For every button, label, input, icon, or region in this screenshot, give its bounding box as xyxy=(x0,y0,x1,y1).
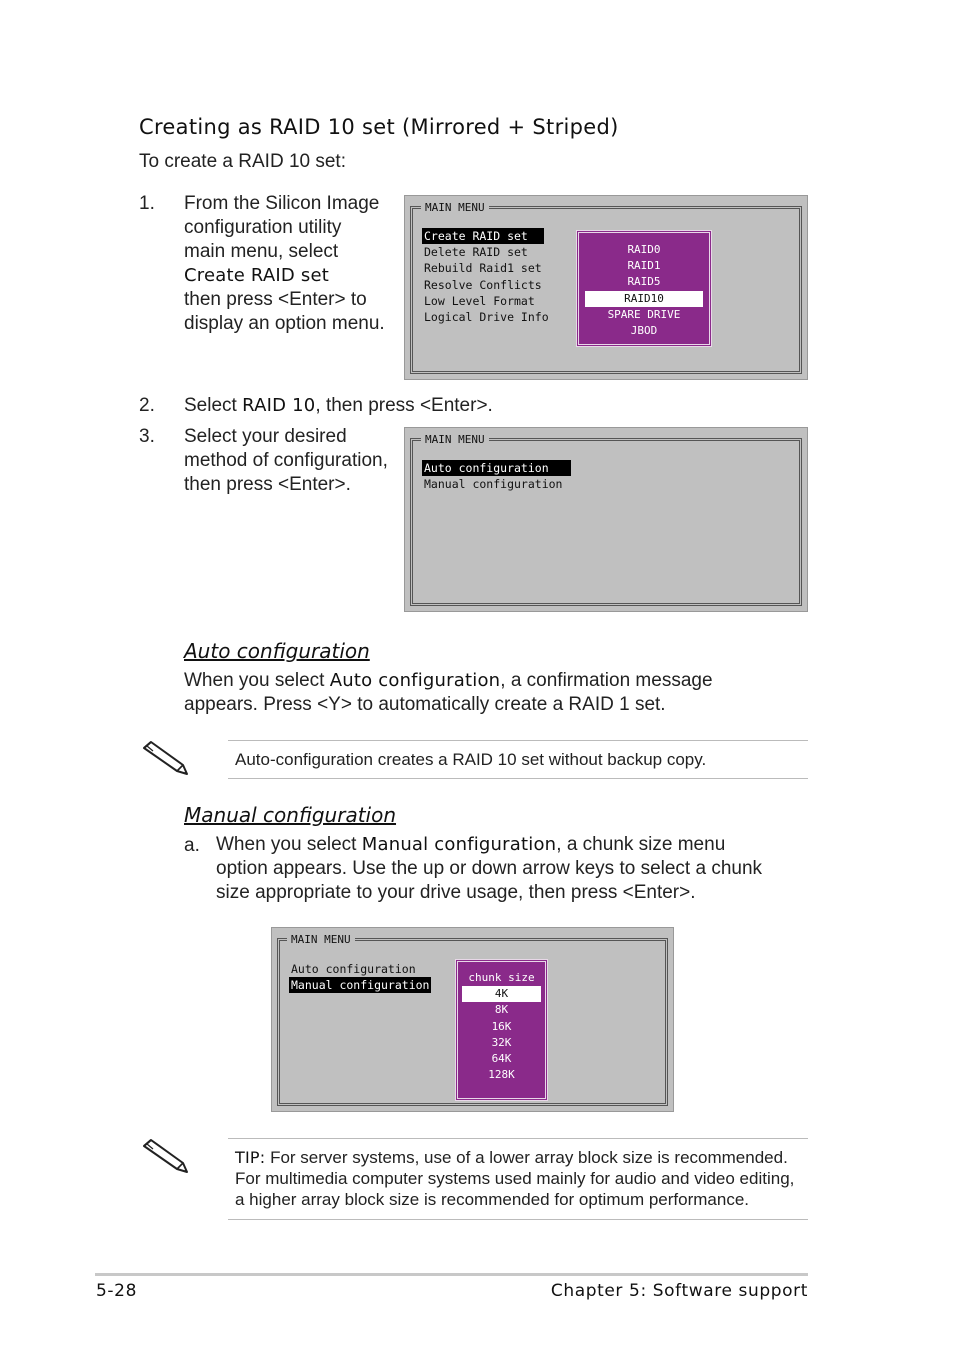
main-menu-title: MAIN MENU xyxy=(421,433,489,446)
chunk-size-screenshot xyxy=(271,927,674,1112)
auto-pre: When you select xyxy=(184,670,330,691)
note-box xyxy=(228,740,808,779)
main-menu-list xyxy=(422,228,551,325)
manual-item-label: a. xyxy=(184,835,200,856)
menu-item-low-level-format[interactable]: Low Level Format xyxy=(424,293,535,308)
auto-config-text xyxy=(184,669,713,717)
raid-level-popup xyxy=(576,230,712,347)
note-text: Auto-configuration creates a RAID 10 set without backup copy. xyxy=(235,750,707,769)
step-3-text xyxy=(184,425,404,497)
step-1-text xyxy=(184,192,399,336)
menu-item-manual-configuration[interactable]: Manual configuration xyxy=(291,978,430,993)
raid-menu-screenshot xyxy=(404,195,808,380)
step-1-number: 1. xyxy=(139,193,155,214)
menu-item-delete-raid-set[interactable]: Delete RAID set xyxy=(424,245,528,260)
section-title: Creating as RAID 10 set (Mirrored + Striped) xyxy=(139,115,619,139)
manual-pre: When you select xyxy=(216,834,362,855)
tip-text xyxy=(235,1147,794,1210)
chunk-option-16k[interactable]: 16K xyxy=(491,1019,512,1033)
raid-option-raid1[interactable]: RAID1 xyxy=(627,259,661,273)
manual-line-2: option appears. Use the up or down arrow keys to select a chunk xyxy=(216,858,763,879)
step-3-line-2: method of configuration, xyxy=(184,450,388,471)
main-menu-title: MAIN MENU xyxy=(287,933,355,946)
manual-config-heading: Manual configuration xyxy=(184,803,397,827)
step-3-line-3: then press <Enter>. xyxy=(184,474,351,495)
pencil-note-icon xyxy=(141,1136,193,1181)
step-1-line-1: From the Silicon Image xyxy=(184,193,380,214)
chapter-title: Chapter 5: Software support xyxy=(550,1281,808,1301)
step-1-line-3: main menu, select xyxy=(184,241,339,262)
config-menu-list xyxy=(422,460,571,492)
menu-item-rebuild-raid1-set[interactable]: Rebuild Raid1 set xyxy=(424,261,542,276)
manual-post: , a chunk size menu xyxy=(556,834,726,855)
menu-item-auto-configuration[interactable]: Auto configuration xyxy=(291,962,416,976)
menu-item-logical-drive-info[interactable]: Logical Drive Info xyxy=(424,310,549,325)
menu-item-manual-configuration[interactable]: Manual configuration xyxy=(424,477,563,492)
manual-keyword: Manual configuration xyxy=(361,834,557,855)
menu-item-create-raid-set[interactable]: Create RAID set xyxy=(422,228,544,244)
step-2-pre: Select xyxy=(184,395,243,416)
step-1-line-4: then press <Enter> to xyxy=(184,289,367,310)
chunk-size-title: chunk size xyxy=(468,971,535,984)
chunk-option-4k[interactable]: 4K xyxy=(462,986,541,1002)
step-1-keyword: Create RAID set xyxy=(184,265,330,286)
chunk-option-64k[interactable]: 64K xyxy=(491,1052,512,1066)
tip-line-2: For multimedia computer systems used mainly for audio and video editing, xyxy=(235,1169,795,1188)
step-2-keyword: RAID 10 xyxy=(242,395,316,416)
auto-config-heading: Auto configuration xyxy=(184,639,370,663)
step-1-line-5: display an option menu. xyxy=(184,313,385,334)
chunk-option-128k[interactable]: 128K xyxy=(488,1068,515,1082)
step-2-number: 2. xyxy=(139,395,155,416)
step-2-post: , then press <Enter>. xyxy=(315,395,493,416)
auto-post: , a confirmation message xyxy=(500,670,713,691)
page-number: 5-28 xyxy=(96,1281,137,1301)
raid-option-raid0[interactable]: RAID0 xyxy=(627,243,661,256)
raid-option-jbod[interactable]: JBOD xyxy=(630,324,658,338)
manual-config-text xyxy=(216,833,762,905)
chunk-size-popup xyxy=(455,959,548,1101)
auto-keyword: Auto configuration xyxy=(329,670,501,691)
step-2-text xyxy=(184,394,493,418)
chunk-option-8k[interactable]: 8K xyxy=(494,1003,509,1017)
manual-line-3: size appropriate to your drive usage, then press <Enter>. xyxy=(216,882,696,903)
tip-box xyxy=(228,1138,808,1220)
footer-divider xyxy=(95,1273,808,1276)
step-3-line-1: Select your desired xyxy=(184,426,347,447)
config-menu-list xyxy=(289,961,431,993)
pencil-note-icon xyxy=(141,738,193,783)
raid-option-raid5[interactable]: RAID5 xyxy=(627,275,661,289)
tip-label: TIP: xyxy=(235,1148,266,1167)
main-menu-title: MAIN MENU xyxy=(421,201,489,214)
step-1-line-2: configuration utility xyxy=(184,217,342,238)
tip-line-3: a higher array block size is recommended for optimum performance. xyxy=(235,1190,749,1209)
tip-line-1: For server systems, use of a lower array block size is recommended. xyxy=(265,1148,788,1167)
raid-option-raid10[interactable]: RAID10 xyxy=(585,291,703,307)
section-intro: To create a RAID 10 set: xyxy=(139,151,346,172)
step-3-number: 3. xyxy=(139,426,155,447)
config-method-screenshot xyxy=(404,427,808,612)
auto-line-2: appears. Press <Y> to automatically create a RAID 1 set. xyxy=(184,694,666,715)
menu-item-auto-configuration[interactable]: Auto configuration xyxy=(422,460,571,476)
menu-item-resolve-conflicts[interactable]: Resolve Conflicts xyxy=(424,277,542,292)
chunk-option-32k[interactable]: 32K xyxy=(491,1035,512,1049)
raid-option-spare-drive[interactable]: SPARE DRIVE xyxy=(607,307,681,321)
